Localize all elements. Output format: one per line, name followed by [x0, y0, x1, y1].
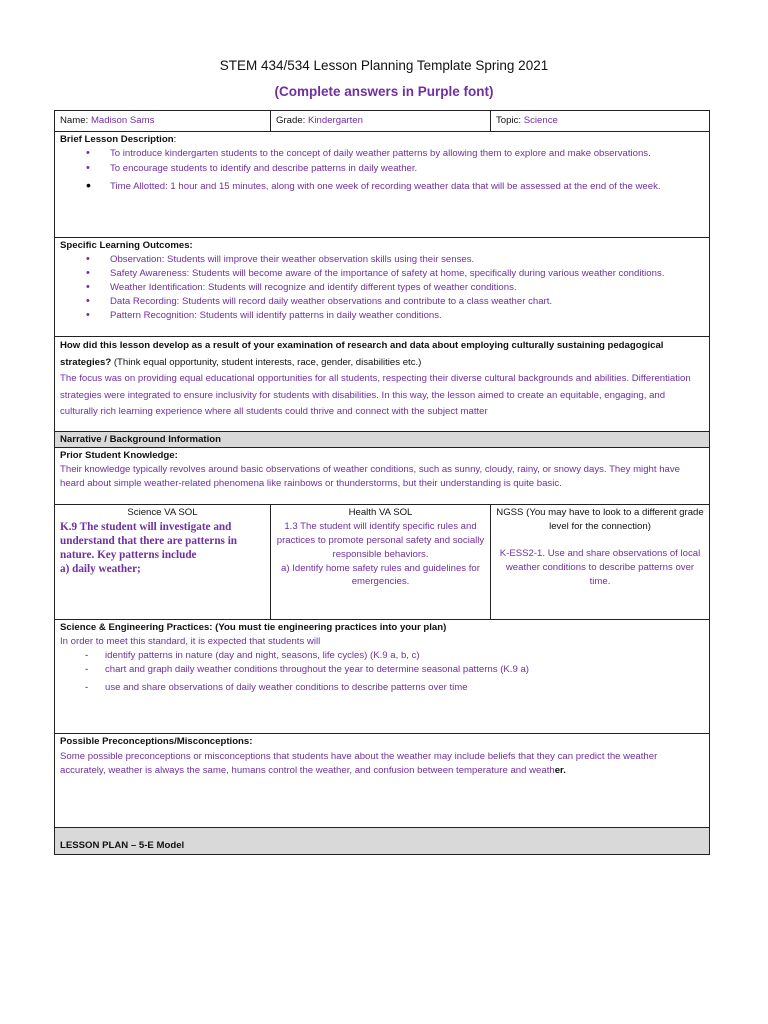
health-sol-cell	[271, 504, 491, 619]
ngss-text: K-ESS2-1. Use and share observations of local weather conditions to describe patterns over time.	[499, 547, 701, 587]
science-sol-cell	[55, 504, 271, 619]
culturally-sustaining-cell	[55, 337, 710, 432]
list-item: • Data Recording: Students will record daily weather observations and contribute to a class weather chart.	[110, 295, 704, 309]
grade-cell	[271, 111, 491, 132]
learning-outcomes-cell	[55, 238, 710, 337]
list-item: • Observation: Students will improve their weather observation skills using their senses.	[110, 253, 704, 267]
list-item: • Weather Identification: Students will recognize and identify different types of weather conditions.	[110, 281, 704, 295]
learning-outcomes-row	[55, 238, 710, 337]
brief-description-cell	[55, 132, 710, 238]
misconceptions-heading: Possible Preconceptions/Misconceptions:	[60, 735, 253, 747]
engineering-practices-list	[60, 649, 704, 695]
lesson-plan-heading: LESSON PLAN – 5-E Model	[55, 827, 710, 854]
list-item: • Time Allotted: 1 hour and 15 minutes, along with one week of recording weather data that will be assessed at the end of the week.	[110, 180, 704, 194]
brief-description-row	[55, 132, 710, 238]
learning-outcomes-heading: Specific Learning Outcomes:	[60, 240, 193, 251]
list-item: • To encourage students to identify and describe patterns in daily weather.	[110, 162, 704, 176]
culturally-sustaining-question: How did this lesson develop as a result of your examination of research and data about employing culturally sustaining pedagogical strategies? (Think equal opportunity, student interests, race, gender, disabilities etc.)	[60, 340, 664, 368]
prior-knowledge-heading: Prior Student Knowledge:	[60, 449, 178, 461]
lesson-plan-row	[55, 827, 710, 854]
list-item: • Pattern Recognition: Students will identify patterns in daily weather conditions.	[110, 309, 704, 323]
list-item: - chart and graph daily weather conditions throughout the year to determine seasonal patterns (K.9 a)	[105, 663, 704, 677]
standards-row	[55, 504, 710, 619]
learning-outcomes-list	[60, 253, 704, 323]
prior-knowledge-row	[55, 447, 710, 504]
grade-value: Kindergarten	[308, 114, 363, 126]
name-label: Name:	[60, 114, 89, 126]
science-sol-heading: Science VA SOL	[127, 506, 198, 518]
narrative-heading: Narrative / Background Information	[55, 432, 710, 448]
health-sol-heading: Health VA SOL	[348, 506, 413, 518]
document-subtitle: (Complete answers in Purple font)	[274, 84, 494, 99]
misconceptions-cell	[55, 733, 710, 827]
document-title: STEM 434/534 Lesson Planning Template Spring 2021	[219, 58, 549, 73]
health-sol-text: 1.3 The student will identify specific rules and practices to promote personal safety and socially responsible behaviors.	[276, 520, 485, 560]
topic-label: Topic:	[496, 114, 522, 126]
list-item: - identify patterns in nature (day and night, seasons, life cycles) (K.9 a, b, c)	[105, 649, 704, 663]
ngss-heading: NGSS (You may have to look to a different grade level for the connection)	[496, 506, 704, 532]
lesson-plan-table	[54, 110, 710, 855]
name-value: Madison Sams	[90, 114, 155, 126]
brief-description-list	[60, 147, 704, 194]
grade-label: Grade:	[276, 114, 306, 126]
brief-description-heading: Brief Lesson Description:	[60, 134, 177, 145]
prior-knowledge-cell	[55, 447, 710, 504]
engineering-practices-row	[55, 619, 710, 733]
culturally-sustaining-row	[55, 337, 710, 432]
health-sol-item: a) Identify home safety rules and guidelines for emergencies.	[281, 562, 480, 588]
narrative-row	[55, 432, 710, 448]
ngss-cell	[491, 504, 710, 619]
list-item: • Safety Awareness: Students will become aware of the importance of safety at home, specifically during various weather conditions.	[110, 267, 704, 281]
misconceptions-text: Some possible preconceptions or misconceptions that students have about the weather may include beliefs that they can predict the weather accurately, weather is always the same, humans control the weather, and confusion between temperature and weather.	[60, 750, 658, 777]
culturally-sustaining-answer: The focus was on providing equal educational opportunities for all students, respecting their diverse cultural backgrounds and abilities. Differentiation strategies were integrated to ensure inclusivity for students with disabilities. In this way, the lesson aimed to create an equitable, engaging, and culturally rich learning experience where all students could thrive and connect with the subject matter	[60, 373, 691, 417]
engineering-practices-intro: In order to meet this standard, it is expected that students will	[60, 635, 321, 647]
topic-cell	[491, 111, 710, 132]
engineering-practices-heading: Science & Engineering Practices: (You must tie engineering practices into your plan)	[60, 621, 447, 633]
list-item: • To introduce kindergarten students to the concept of daily weather patterns by allowing them to explore and make observations.	[110, 147, 704, 161]
name-cell	[55, 111, 271, 132]
topic-value: Science	[523, 114, 558, 126]
science-sol-item: a) daily weather;	[60, 562, 141, 575]
misconceptions-row	[55, 733, 710, 827]
list-item: - use and share observations of daily weather conditions to describe patterns over time	[105, 681, 704, 695]
prior-knowledge-text: Their knowledge typically revolves around basic observations of weather conditions, such as sunny, cloudy, rainy, or snowy days. They might have heard about simple weather-related phenomena like rainbows or thunderstorms, but their understanding is quite basic.	[60, 463, 680, 489]
info-row	[55, 111, 710, 132]
engineering-practices-cell	[55, 619, 710, 733]
science-sol-text: K.9 The student will investigate and understand that there are patterns in nature. Key patterns include	[60, 520, 238, 561]
